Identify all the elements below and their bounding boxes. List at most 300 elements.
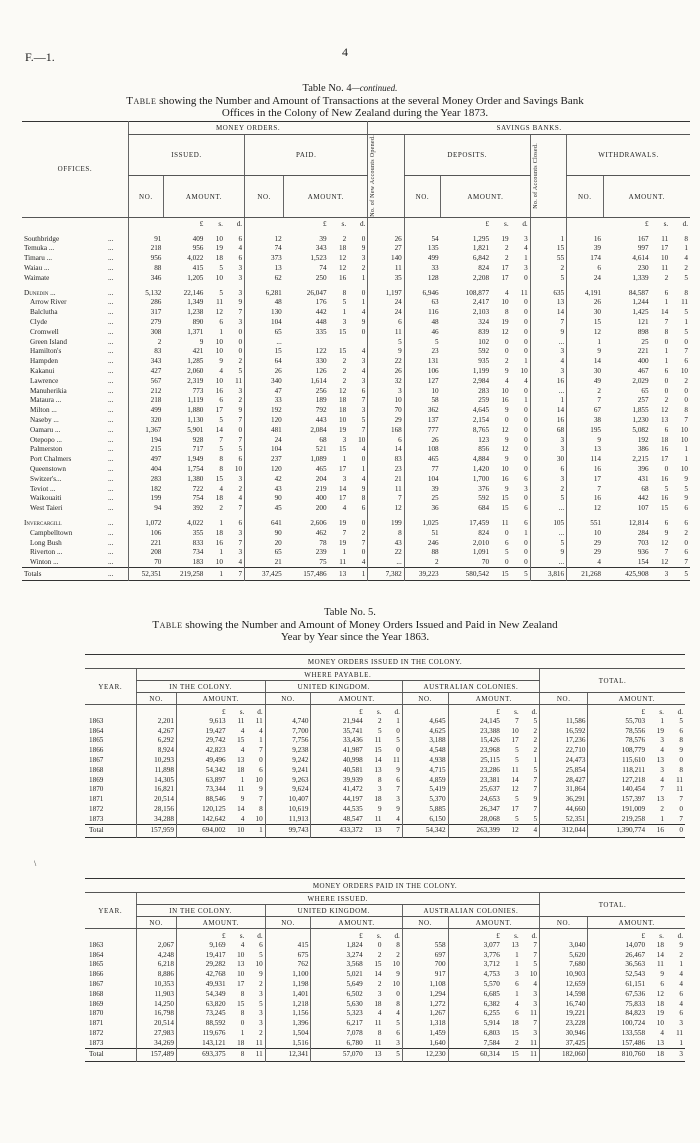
cell: 4,938 [402,756,448,766]
cell: 6 [664,367,669,375]
cell: 2 [259,980,263,989]
col-amount: AMOUNT. [176,917,265,929]
cell: 54 [404,234,440,244]
cell: 83 [128,347,163,357]
cell: 2 [361,264,366,273]
cell: 16 [530,376,566,386]
cell: 8,765 [472,425,490,434]
cell: 5 [515,814,519,823]
cell: 25,637 [448,785,502,795]
cell: 218 [128,396,163,406]
cell: 1,855 [632,406,649,415]
cell: 5 [368,337,404,347]
cell: 7 [368,494,404,504]
cell: 4,248 [136,950,176,960]
office-row [22,357,690,367]
cell: ... [368,558,404,568]
cell: 7 [515,716,519,725]
cell: 19 [501,234,509,243]
cell: 16 [661,474,669,483]
cell: 0 [684,396,688,405]
year-cell: 1867 [89,756,104,765]
cell: 3 [361,357,366,366]
cell: 9 [238,406,243,415]
cell: 24 [567,273,603,283]
cell: 31,864 [540,785,588,795]
cell: 8 [684,234,688,243]
year-row [85,756,685,766]
col-aus: AUSTRALIAN COLONIES. [402,681,539,693]
office-row [22,376,690,386]
cell: 3,274 [311,950,365,960]
cell: 11 [374,1038,382,1047]
cell: 75 [319,557,327,566]
year-cell: 1872 [89,805,104,814]
cell: 7 [684,347,688,356]
cell: 3 [666,1048,685,1061]
office-row [22,254,690,264]
cell: 717 [192,445,204,454]
year-cell: 1870 [89,785,104,794]
cell: 7,680 [540,960,588,970]
cell: 14 [215,425,223,434]
cell: 7 [219,435,223,444]
cell: 1 [664,357,669,366]
office-row [22,455,690,465]
office-row [22,484,690,494]
cell: 115,610 [588,756,647,766]
cell: 2 [361,528,366,537]
cell: ... [108,254,114,263]
cell: 12 [338,386,347,395]
cell: 35,741 [311,726,365,736]
cell: 427 [128,367,163,377]
cell: 10 [338,415,347,424]
col-no: NO. [540,917,588,929]
cell: 42,768 [176,970,227,980]
office-row [22,445,690,455]
table-heading: MONEY ORDERS PAID IN THE COLONY. [85,879,685,893]
office-name: Oamaru ... [30,425,61,434]
cell: 16 [661,494,669,503]
cell: 83 [368,455,404,465]
cell: 11,586 [540,717,588,727]
cell: 13 [329,568,349,581]
cell: 0 [664,464,669,473]
cell: 11 [374,736,382,745]
cell: 9 [505,455,509,464]
cell: 8,886 [136,970,176,980]
cell: 6 [684,548,688,557]
cell: ... [108,376,114,385]
cell: 284 [637,528,649,537]
cell: 6,803 [448,1029,502,1039]
cell: 39 [319,234,327,243]
year-row [85,805,685,815]
cell: 1 [530,234,566,244]
year-row [85,970,685,980]
cell: 19 [656,726,664,735]
cell: 462 [315,528,327,537]
cell: ... [108,308,114,317]
cell: 10 [656,1019,664,1028]
cell: 1,218 [265,999,311,1009]
cell: 5 [530,273,566,283]
cell: 3 [238,288,243,297]
cell: 14 [374,756,382,765]
cell: 4 [505,288,509,297]
office-name: Milton ... [30,406,57,415]
cell: 7 [530,318,566,328]
cell: 6 [238,234,243,243]
cell: 44,197 [311,795,365,805]
cell: 104 [404,474,440,484]
cell: 4 [533,980,537,989]
cell: ... [108,435,114,444]
cell: 16 [567,234,603,244]
office-name: Waiau ... [24,264,50,273]
office-name: Palmerston [30,445,63,454]
cell: 17 [661,244,669,253]
cell: 0 [505,415,509,424]
cell: 9 [684,494,688,503]
col-amount: AMOUNT. [603,176,690,217]
cell: 5 [396,736,400,745]
cell: 4 [219,484,223,493]
cell: 9,613 [176,717,227,727]
col-no: NO. [567,176,603,217]
office-name: Kakanui [30,367,55,375]
cell: 90 [245,494,284,504]
cell: 123 [478,435,490,444]
cell: 0 [361,518,366,527]
cell: 443 [315,415,327,424]
cell: 5,620 [540,950,588,960]
cell: 18 [374,795,382,804]
cell: 4 [660,1029,664,1038]
cell: 15,426 [448,736,502,746]
cell: 10 [215,347,223,356]
cell: 49 [567,376,603,386]
cell: 43 [245,484,284,494]
cell: 6 [679,989,683,998]
cell: 94 [128,504,163,514]
cell: 0 [361,327,366,336]
cell: 810,760 [588,1048,647,1061]
cell: 12 [502,824,521,837]
cell: 6,218 [136,960,176,970]
cell: 133,558 [588,1029,647,1039]
cell: 10 [228,824,247,837]
cell: 3 [238,273,243,282]
cell: 13 [237,756,245,765]
col-uk: UNITED KINGDOM. [265,681,402,693]
totals-row [85,824,685,837]
year-cell: 1869 [89,999,104,1008]
cell: 3 [238,264,243,273]
cell: 7 [238,415,243,424]
year-row [85,980,685,990]
cell: ... [108,386,114,395]
cell: 2 [533,746,538,755]
cell: 1,614 [310,376,327,385]
cell: 762 [265,960,311,970]
cell: 60,314 [448,1048,502,1061]
cell: 32 [368,376,404,386]
cell: 9 [679,940,683,949]
cell: 154 [637,557,649,566]
cell: 16 [647,824,666,837]
cell: 6,281 [245,288,284,298]
cell: 52,543 [588,970,647,980]
cell: 431 [637,474,649,483]
cell: 34,269 [136,1038,176,1048]
cell: 3 [361,376,366,385]
cell: 4 [684,254,688,263]
cell: 14 [567,357,603,367]
cell: 3 [342,474,347,483]
cell: 0 [238,347,243,356]
cell: 1,119 [187,396,204,405]
cell: 5 [533,716,538,725]
cell: 0 [524,494,528,503]
cell: 1 [684,445,688,454]
office-row [22,327,690,337]
cell: 317 [128,308,163,318]
cell: 10 [237,970,245,979]
cell: 5 [670,568,690,581]
cell: 8 [240,989,245,998]
cell: 7 [342,528,347,537]
cell: 39 [404,484,440,494]
cell: 65 [641,386,649,395]
cell: 3 [533,1029,537,1038]
office-row [22,474,690,484]
margin-mark: \ [34,859,37,868]
cell: 131 [404,357,440,367]
cell: 74 [245,244,284,254]
cell: 312,044 [540,824,588,837]
cell: ... [108,464,114,473]
cell: 1 [219,548,223,557]
cell: 4 [567,558,603,568]
cell: 219,258 [163,568,205,581]
cell: 442 [315,308,327,317]
cell: 1,949 [187,455,204,464]
cell: 0 [238,425,243,434]
cell: 5 [530,538,566,548]
col-aus: AUSTRALIAN COLONIES. [402,905,539,917]
cell: ... [108,474,114,483]
cell: 182,060 [540,1048,588,1061]
cell: 7 [567,484,603,494]
cell: ... [108,445,114,454]
year-row [85,785,685,795]
cell: 11 [237,716,245,725]
cell: 36,563 [588,960,647,970]
cell: 24 [368,298,404,308]
year-cell: 1866 [89,746,104,755]
cell: 1,198 [265,980,311,990]
cell: 26,467 [588,950,647,960]
cell: 14 [338,484,347,493]
cell: 18 [511,1019,519,1028]
cell: 4 [259,726,263,735]
sub-withdrawals: WITHDRAWALS. [567,135,690,176]
cell: 415 [265,941,311,951]
office-row [22,425,690,435]
cell: 7 [533,940,537,949]
cell: 0 [684,538,688,547]
cell: 14 [237,805,245,814]
cell: 26 [368,367,404,377]
cell: 5,021 [311,970,365,980]
cell: 28,427 [540,775,588,785]
cell: 19,427 [176,726,227,736]
cell: 39,939 [311,775,365,785]
cell: 2 [377,980,382,989]
cell: 7 [684,557,688,566]
cell: 1,199 [472,367,490,375]
cell: 3 [368,386,404,396]
cell: 25 [641,337,649,346]
cell: 12 [661,557,669,566]
cell: 1 [679,960,683,969]
cell: 824 [478,264,490,273]
cell: 856 [478,445,490,454]
col-year: YEAR. [85,669,136,705]
cell: 259 [478,396,490,405]
cell: 33 [245,396,284,406]
cell: 9 [361,484,366,493]
cell: 346 [128,273,163,283]
year-row [85,1019,685,1029]
cell: 9 [377,805,382,814]
cell: 212 [128,386,163,396]
year-cell: 1868 [89,989,104,998]
cell: 956 [128,254,163,264]
cell: 7 [533,1019,537,1028]
cell: 9,263 [265,775,311,785]
cell: 17 [237,980,245,989]
cell: 11 [374,1019,382,1028]
cell: 0 [524,318,528,327]
cell: 13 [374,765,382,774]
cell: 4,548 [402,746,448,756]
cell: ... [108,528,114,537]
cell: 9 [368,347,404,357]
cell: 6 [664,518,669,527]
year-cell: 1864 [89,950,104,959]
cell: 12 [368,504,404,514]
cell: 24 [368,308,404,318]
cell: 16,798 [136,1009,176,1019]
cell: 0 [238,327,243,336]
cell: 3 [342,435,347,444]
cell: 1,367 [128,425,163,435]
cell: 15 [374,960,382,969]
cell: 1,318 [402,1019,448,1029]
cell: 84,587 [628,288,649,297]
cell: 4,022 [187,518,204,527]
cell: 54,349 [176,989,227,999]
cell: 0 [524,435,528,444]
cell: 21,268 [567,568,603,581]
cell: 386 [637,445,649,454]
cell: 15 [491,568,511,581]
cell: 189 [315,396,327,405]
cell: 104 [245,318,284,328]
cell: 54,342 [176,765,227,775]
cell: 7,700 [265,726,311,736]
table5-issued [85,654,685,838]
cell: 4 [240,726,245,735]
col-offices: OFFICES. [22,122,128,218]
year-row [85,814,685,824]
col-colony: IN THE COLONY. [136,681,265,693]
cell: 11 [339,557,347,566]
office-name: West Taieri [30,504,63,513]
cell: 2,029 [632,376,649,385]
cell: 6,255 [448,1009,502,1019]
cell: 4 [342,504,347,513]
cell: 4,191 [567,288,603,298]
cell: 5,323 [311,1009,365,1019]
group-savings-banks: SAVINGS BANKS. [368,122,690,135]
cell: 400 [637,357,649,366]
cell: 91 [128,234,163,244]
office-row [22,519,690,529]
cell: 33,436 [311,736,365,746]
cell: 5 [664,484,669,493]
cell: 40,581 [311,765,365,775]
cell: 0 [524,538,528,547]
cell: 4 [396,814,400,823]
cell: 3 [238,528,243,537]
cell: 1,504 [265,1029,311,1039]
cell: 57,070 [311,1048,365,1061]
cell: 722 [192,484,204,493]
cell: 12,230 [402,1048,448,1061]
cell: 10 [215,337,223,346]
cell: 6 [219,318,223,327]
year-cell: Total [85,1048,136,1061]
cell: 5 [238,367,243,375]
cell: 1 [240,1029,245,1038]
cell: 5 [219,288,223,297]
year-cell: 1864 [89,726,104,735]
year-row [85,1029,685,1039]
cell: 9 [530,548,566,558]
cell: 9 [396,805,400,814]
cell: 11,903 [136,989,176,999]
cell: 2 [342,357,347,366]
cell: 5 [533,814,538,823]
cell: 44,660 [540,805,588,815]
cell: 13 [365,824,384,837]
cell: 2 [238,484,243,493]
office-row [22,386,690,396]
cell: 3 [259,1009,263,1018]
cell: 19 [338,538,347,547]
cell: 19 [338,518,347,527]
cell: 4 [660,775,664,784]
cell: 1,294 [402,989,448,999]
cell: 12 [501,445,509,454]
cell: 24,653 [448,795,502,805]
cell: 9,238 [265,746,311,756]
cell: 19,221 [540,1009,588,1019]
